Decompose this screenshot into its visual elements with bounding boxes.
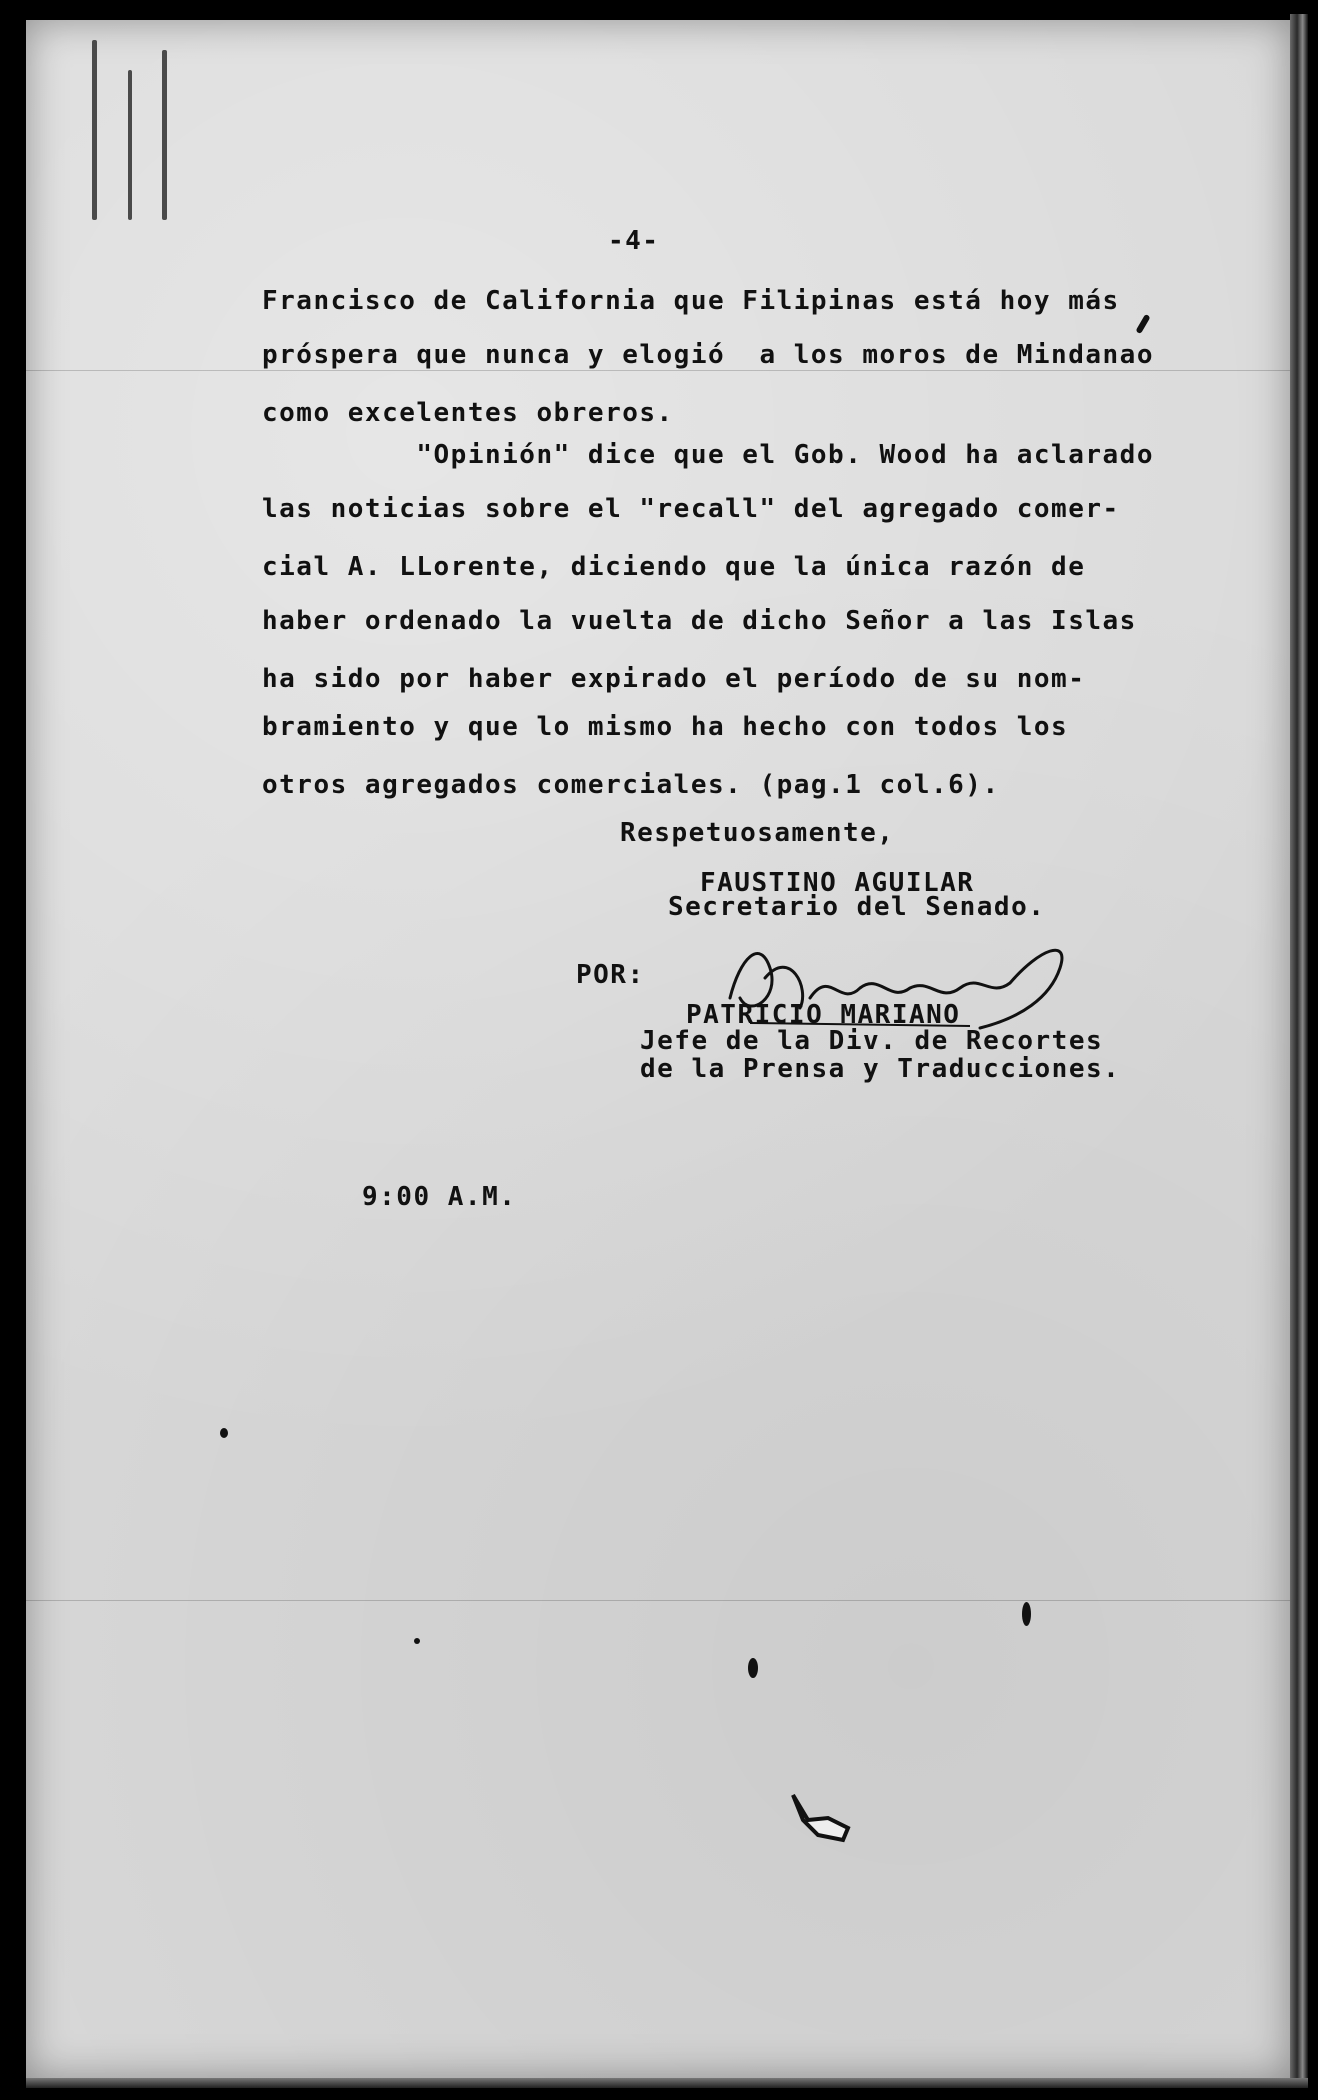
agent-title-line2: de la Prensa y Traducciones.: [640, 1054, 1121, 1084]
fold-line: [26, 1600, 1290, 1601]
body-line: cial A. LLorente, diciendo que la única razón de: [262, 552, 1086, 582]
body-line: otros agregados comerciales. (pag.1 col.6).: [262, 770, 1000, 800]
body-line: bramiento y que lo mismo ha hecho con todos los: [262, 712, 1069, 742]
signer-title: Secretario del Senado.: [668, 892, 1046, 922]
body-line: haber ordenado la vuelta de dicho Señor a las Islas: [262, 606, 1137, 636]
body-line: como excelentes obreros.: [262, 398, 674, 428]
body-line: Francisco de California que Filipinas está hoy más: [262, 286, 1120, 316]
ink-spot: [220, 1428, 228, 1438]
punch-hole-mark: [162, 50, 167, 220]
punch-hole-mark: [128, 70, 132, 220]
por-label: POR:: [576, 960, 645, 990]
ink-spot: [748, 1658, 758, 1678]
paper-tear-mark: [788, 1790, 858, 1850]
body-line: próspera que nunca y elogió a los moros de Mindanao: [262, 340, 1154, 370]
punch-hole-mark: [92, 40, 97, 220]
time-stamp: 9:00 A.M.: [362, 1182, 517, 1212]
ink-spot: [414, 1638, 420, 1644]
body-line: las noticias sobre el "recall" del agregado comer-: [262, 494, 1120, 524]
page-edge-bottom: [26, 2078, 1308, 2088]
ink-spot: [1022, 1602, 1031, 1626]
agent-title-line1: Jefe de la Div. de Recortes: [640, 1026, 1104, 1056]
signer-name: FAUSTINO AGUILAR: [700, 868, 975, 898]
page-edge-right: [1290, 14, 1308, 2084]
page-number: -4-: [608, 226, 660, 256]
agent-name: PATRICIO MARIANO: [686, 1000, 961, 1030]
salutation: Respetuosamente,: [620, 818, 895, 848]
fold-line: [26, 370, 1290, 371]
body-line: ha sido por haber expirado el período de su nom-: [262, 664, 1086, 694]
body-line: "Opinión" dice que el Gob. Wood ha aclarado: [262, 440, 1154, 470]
